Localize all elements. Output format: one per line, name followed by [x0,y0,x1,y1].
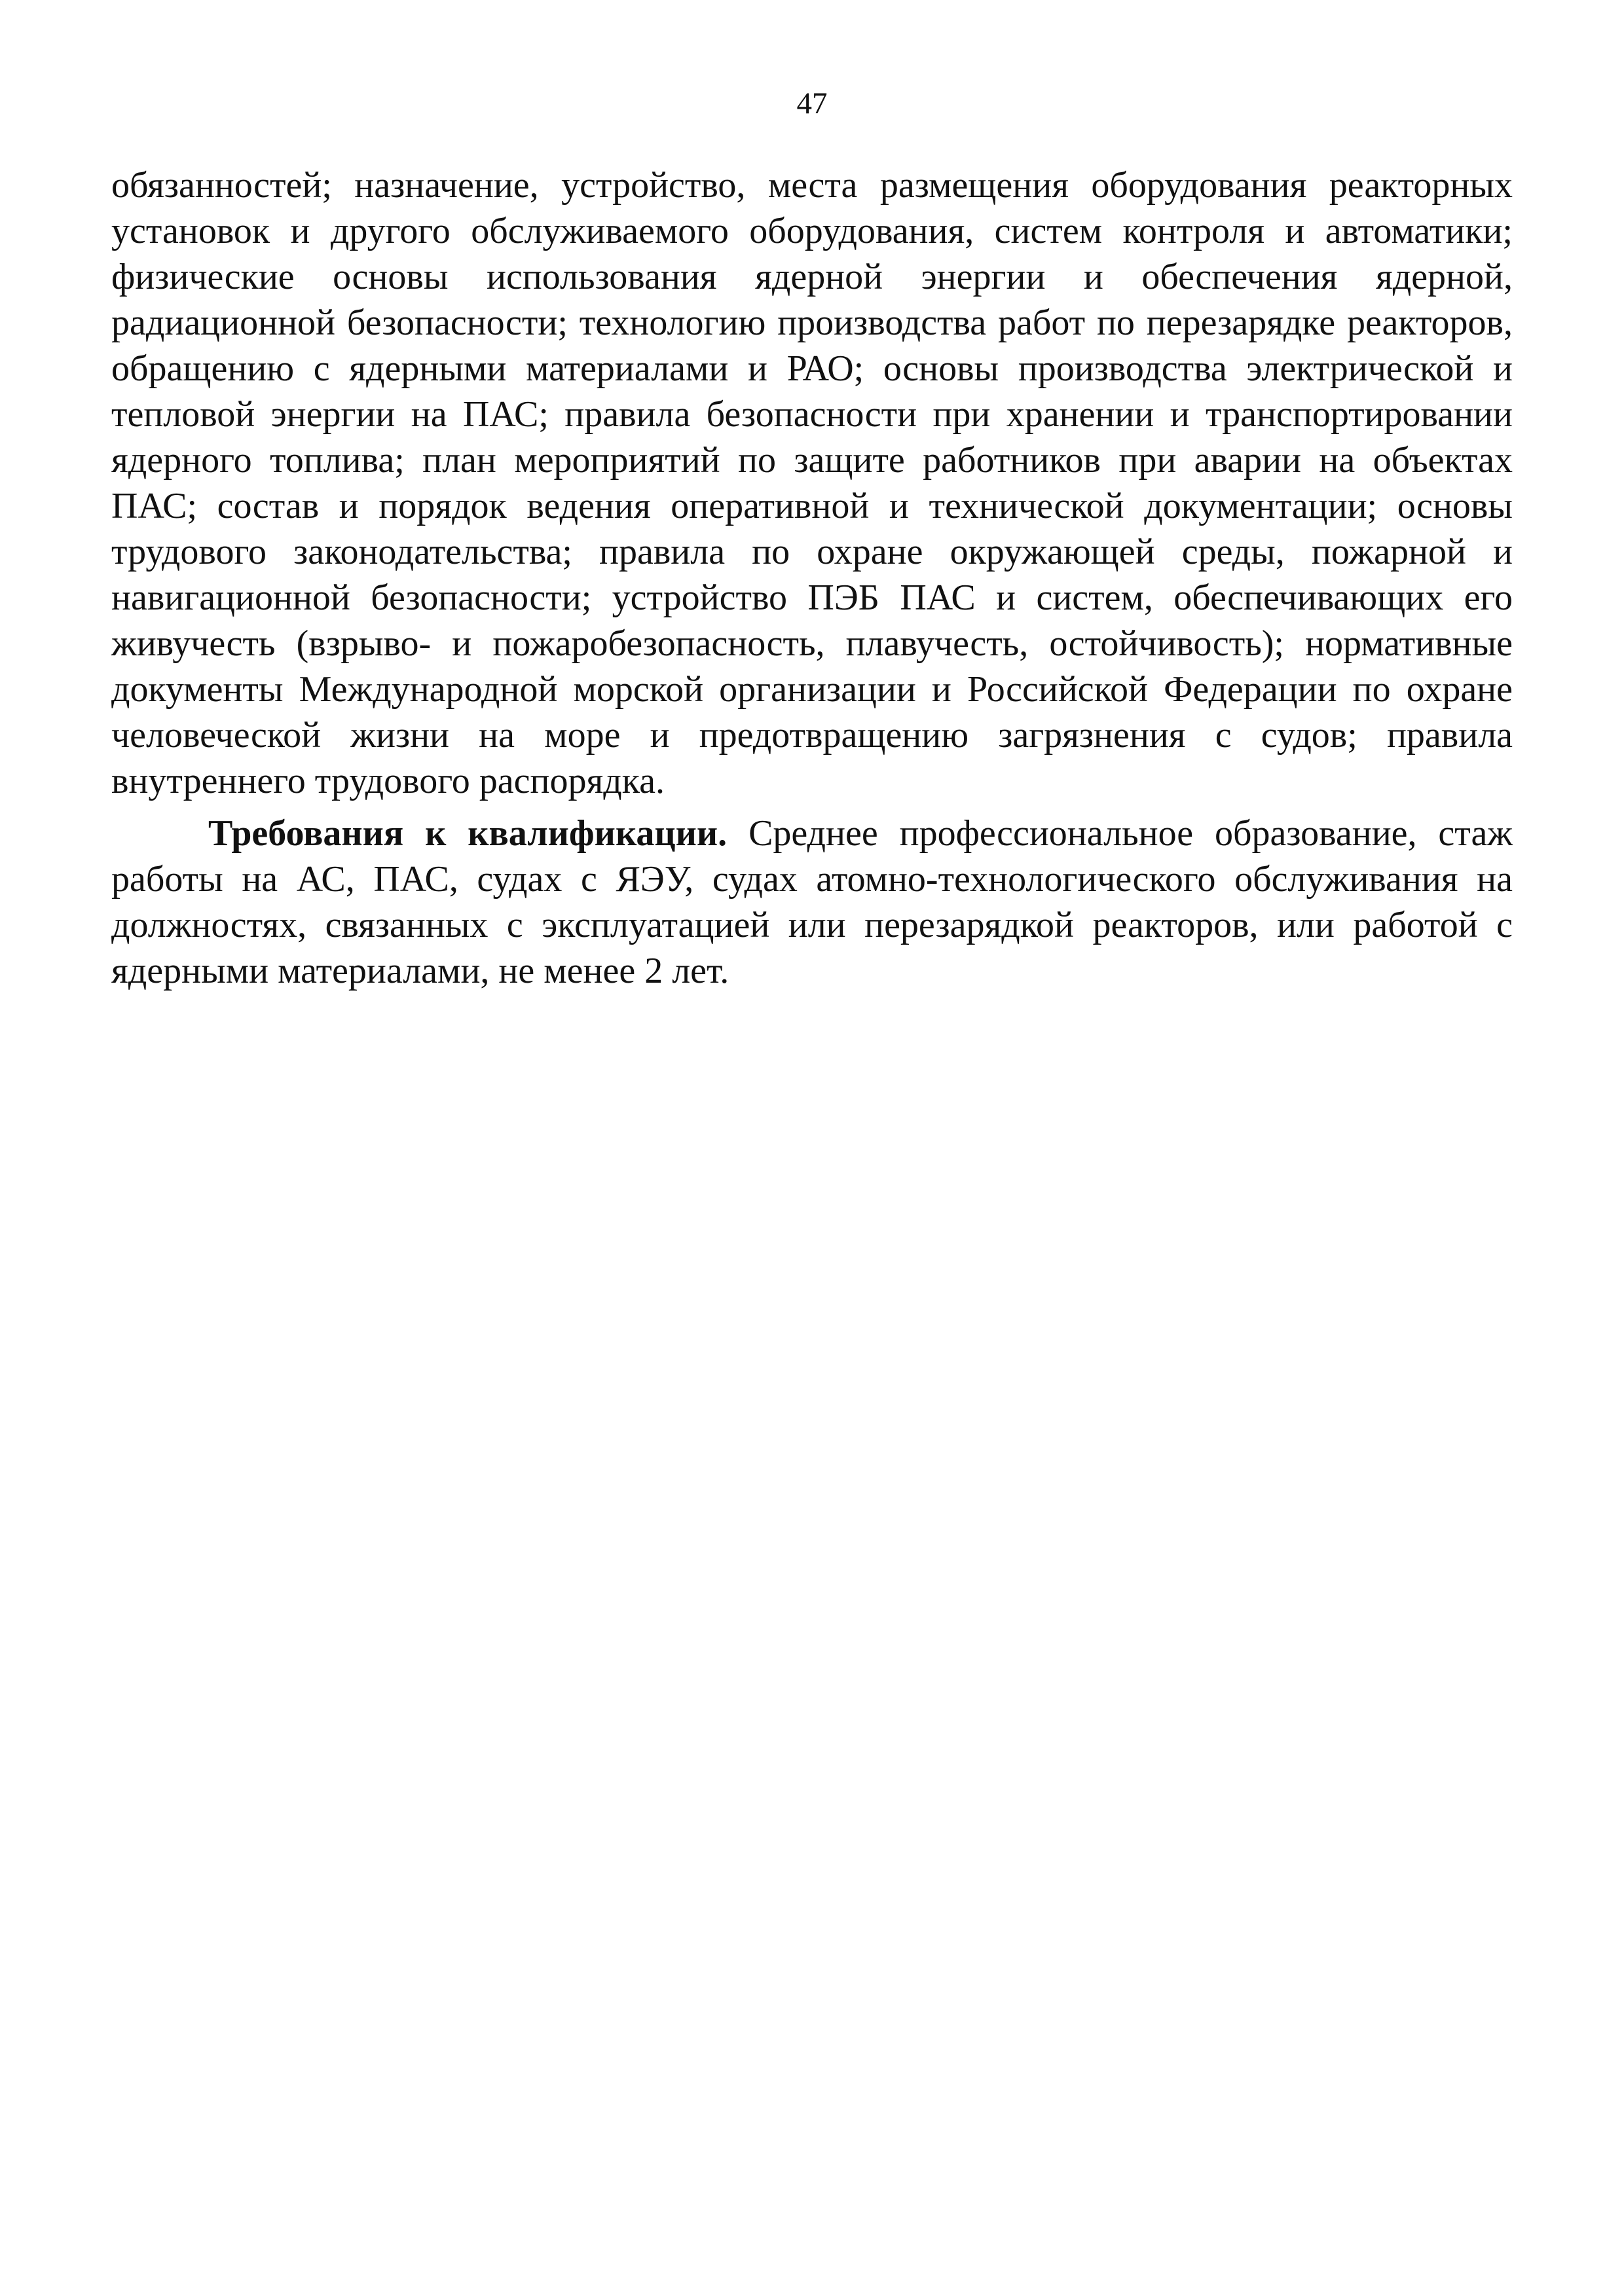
qualification-text: Среднее профессиональное образование, стаж работы на АС, ПАС, судах с ЯЭУ, судах атомно-технологического обслуживания на должностях, связанных с эксплуатацией или перезарядкой реакторов, или работой с ядерными материалами, не менее 2 лет. [111,813,1513,991]
page-number: 47 [796,86,828,120]
qualification-paragraph [111,811,1513,994]
duties-paragraph: обязанностей; назначение, устройство, места размещения оборудования реакторных установок и другого обслуживаемого оборудования, систем контроля и автоматики; физические основы использования ядерной энергии и обеспечения ядерной, радиационной безопасности; технологию производства работ по перезарядке реакторов, обращению с ядерными материалами и РАО; основы производства электрической и тепловой энергии на ПАС; правила безопасности при хранении и транспортировании ядерного топлива; план мероприятий по защите работников при аварии на объектах ПАС; состав и порядок ведения оперативной и технической документации; основы трудового законодательства; правила по охране окружающей среды, пожарной и навигационной безопасности; устройство ПЭБ ПАС и систем, обеспечивающих его живучесть (взрыво- и пожаробезопасность, плавучесть, остойчивость); нормативные документы Международной морской организации и Российской Федерации по охране человеческой жизни на море и предотвращению загрязнения с судов; правила внутреннего трудового распорядка. [111,165,1513,801]
qualification-heading: Требования к квалификации. [208,813,728,854]
document-body [111,162,1513,994]
